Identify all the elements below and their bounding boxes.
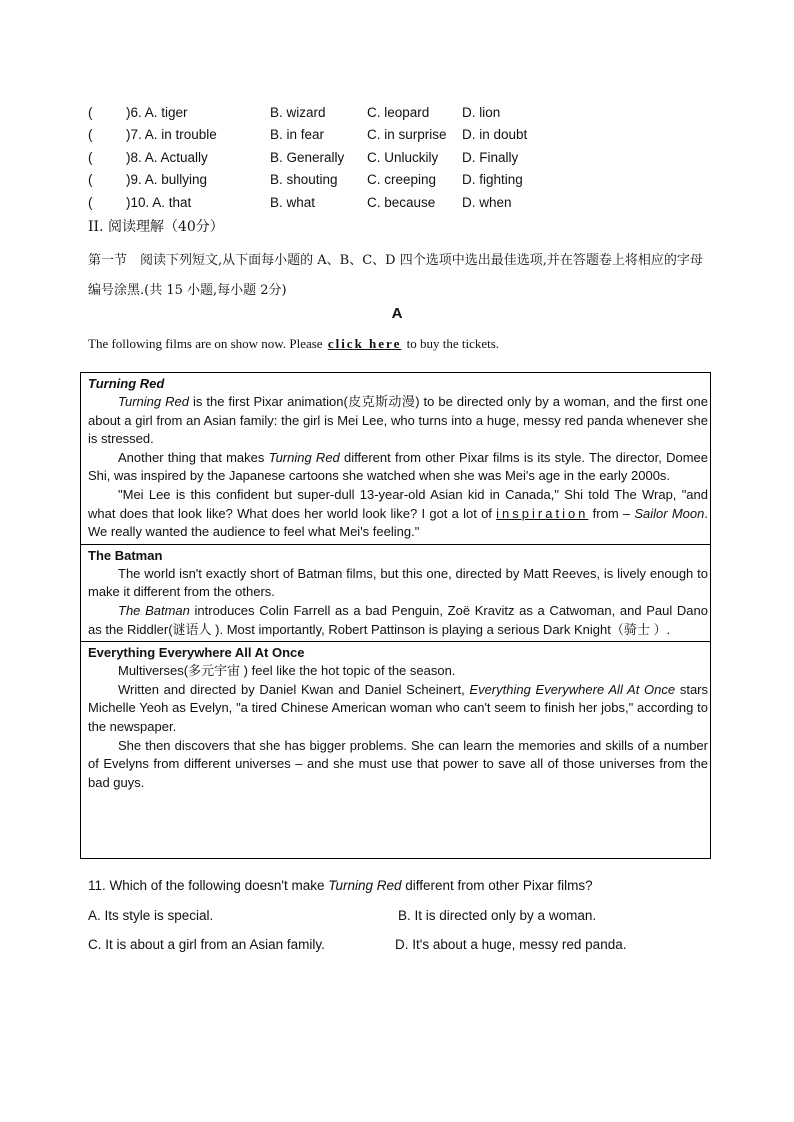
paragraph-text: stars Michelle Yeoh as Evelyn, "a tired Chinese American woman who can't seem to finish her jobs," according to the newspaper. <box>88 681 709 734</box>
paragraph-text: is the first Pixar animation(皮克斯动漫) to be directed only by a woman, and the first one about a girl from an Asian family: the girl is Mei Lee, who turns into a huge, messy red panda whenever she is stressed. <box>88 394 708 447</box>
answer-blank[interactable]: ( <box>88 172 93 188</box>
question-11-stem <box>88 878 593 893</box>
question-11-option-b[interactable]: B. It is directed only by a woman. <box>398 908 597 923</box>
question-11-option-c[interactable]: C. It is about a girl from an Asian family. <box>88 937 325 952</box>
answer-blank[interactable]: ( <box>88 149 93 165</box>
film-paragraph: The world isn't exactly short of Batman films, but this one, directed by Matt Reeves, is lively enough to make it different from the others. <box>88 565 708 600</box>
paragraph-text: different from other Pixar films is its style. The director, Domee Shi, was inspired by the Japanese cartoons she watched when she was Mei's age in the early 2000s. <box>88 449 708 484</box>
film-paragraph: She then discovers that she has bigger problems. She can learn the memories and skills of a number of Evelyns from different universes – and she must use that power to save all of those universes from the bad guys. <box>88 737 708 790</box>
answer-blank[interactable]: ( <box>88 105 93 120</box>
answer-blank[interactable]: ( <box>88 194 93 210</box>
intro-after: to buy the tickets. <box>403 336 500 351</box>
film-title: Turning Red <box>88 376 165 391</box>
option-a: )8. A. Actually <box>126 149 208 165</box>
option-d: D. fighting <box>462 172 523 188</box>
answer-blank[interactable]: ( <box>88 127 93 143</box>
film-title-inline: Everything Everywhere All At Once <box>469 681 676 697</box>
option-row-7 <box>88 126 708 148</box>
option-d: D. lion <box>462 105 501 120</box>
film-the-batman <box>81 545 710 642</box>
paragraph-text: . We really wanted the audience to feel what Mei's feeling." <box>88 505 708 540</box>
option-a: )9. A. bullying <box>126 172 208 188</box>
paragraph-text: introduces Colin Farrell as a bad Penguin, Zoë Kravitz as a Catwoman, and Paul Dano as the Riddler(谜语人 ). Most importantly, Robert Pattinson is playing a serious Dark Knight（骑士 ）. <box>88 602 708 637</box>
option-row-10 <box>88 194 708 216</box>
section-title: II. 阅读理解（40分） <box>88 219 224 235</box>
option-c: C. Unluckily <box>367 149 439 165</box>
option-c: C. creeping <box>367 172 437 188</box>
section-instruction: 第一节 阅读下列短文,从下面每小题的 A、B、C、D 四个选项中选出最佳选项,并在答题卷上将相应的字母编号涂黑.(共 15 小题,每小题 2分) <box>88 253 703 298</box>
paragraph-text: from – <box>588 505 635 521</box>
film-listing-box <box>80 372 711 859</box>
option-b: B. in fear <box>270 127 325 143</box>
film-turning-red <box>81 373 710 545</box>
film-paragraph: Multiverses(多元宇宙 ) feel like the hot topic of the season. <box>118 663 456 679</box>
option-b: B. what <box>270 194 316 210</box>
film-title-inline: Turning Red <box>328 878 402 893</box>
paragraph-text: "Mei Lee is this confident but super-dull 13-year-old Asian kid in Canada," Shi told The Wrap, "and what does that look like? What does her world look like? I got a lot of <box>88 486 708 521</box>
option-b: B. Generally <box>270 149 345 165</box>
film-paragraph <box>88 681 710 737</box>
part-label: A <box>391 305 403 322</box>
film-title: Everything Everywhere All At Once <box>88 645 305 661</box>
cloze-options <box>88 104 708 216</box>
option-d: D. when <box>462 194 512 210</box>
intro-before: The following films are on show now. Please <box>88 336 326 351</box>
option-row-9 <box>88 171 708 193</box>
option-a: )10. A. that <box>126 194 192 210</box>
film-title: The Batman <box>88 547 163 563</box>
paragraph-text: Another thing that makes <box>118 449 269 465</box>
underlined-word: inspiration <box>496 505 589 521</box>
stem-text: different from other Pixar films? <box>401 878 593 893</box>
film-paragraph <box>88 602 710 639</box>
intro-text <box>88 336 499 352</box>
question-11-option-a[interactable]: A. Its style is special. <box>88 908 214 923</box>
film-title-inline: The Batman <box>118 602 190 618</box>
option-c: C. leopard <box>367 105 430 120</box>
show-title: Sailor Moon <box>634 505 705 521</box>
option-c: C. because <box>367 194 436 210</box>
film-title-inline: Turning Red <box>268 449 340 465</box>
film-paragraph <box>88 486 710 542</box>
film-paragraph <box>88 449 710 486</box>
option-d: D. Finally <box>462 149 519 165</box>
option-d: D. in doubt <box>462 127 528 143</box>
option-c: C. in surprise <box>367 127 447 143</box>
question-11-option-d[interactable]: D. It's about a huge, messy red panda. <box>395 937 627 952</box>
option-b: B. shouting <box>270 172 338 188</box>
film-everything-everywhere <box>81 642 710 794</box>
click-here-link[interactable]: click here <box>327 336 402 351</box>
film-paragraph <box>88 393 710 449</box>
option-a: )7. A. in trouble <box>126 127 217 143</box>
option-a: )6. A. tiger <box>126 105 188 120</box>
option-b: B. wizard <box>270 105 326 120</box>
option-row-6 <box>88 104 708 126</box>
film-title-inline: Turning Red <box>118 394 189 409</box>
option-row-8 <box>88 149 708 171</box>
stem-text: 11. Which of the following doesn't make <box>88 878 329 893</box>
paragraph-text: Written and directed by Daniel Kwan and Daniel Scheinert, <box>118 681 470 697</box>
